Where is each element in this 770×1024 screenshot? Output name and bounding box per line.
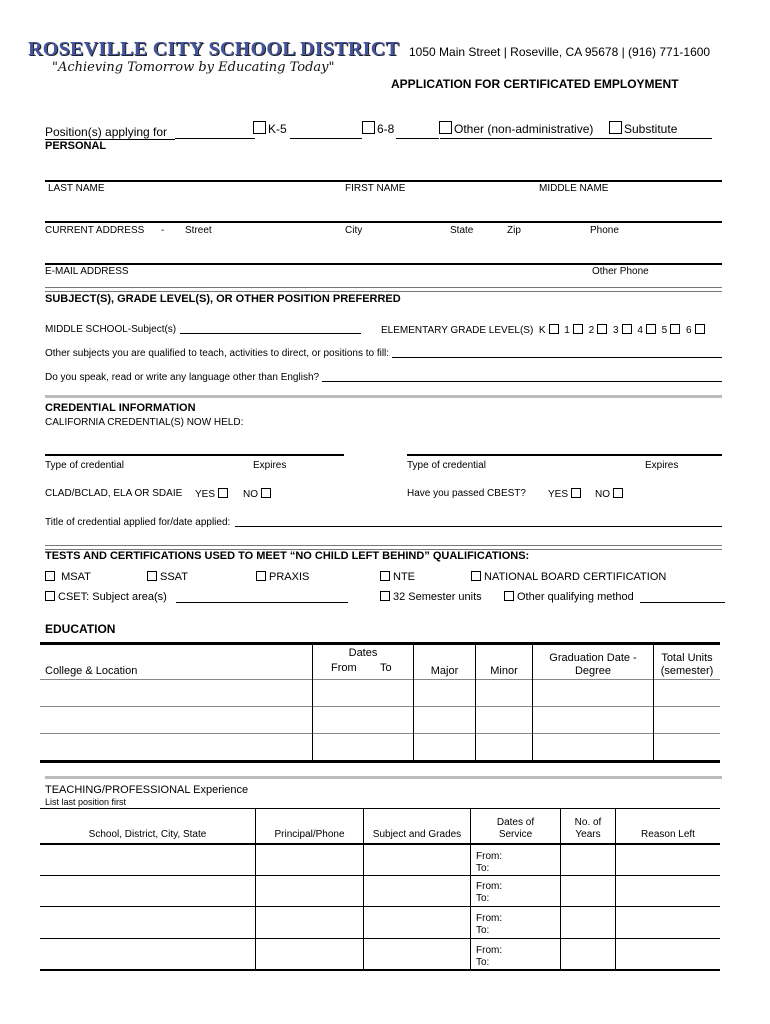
col-years-1: No. of: [574, 817, 602, 828]
edu-row-line[interactable]: [40, 706, 720, 707]
cbest-no[interactable]: [595, 488, 626, 500]
position-label: Position(s) applying for: [45, 125, 175, 140]
col-dates: Dates: [348, 647, 378, 659]
grade-1-label: 1: [564, 325, 570, 336]
district-tagline: "Achieving Tomorrow by Educating Today": [52, 60, 335, 75]
row3-from: From:: [476, 913, 503, 924]
k5-label: K-5: [268, 122, 287, 136]
credential-subtitle: CALIFORNIA CREDENTIAL(S) NOW HELD:: [45, 417, 244, 428]
clad-no[interactable]: [243, 488, 274, 500]
other-method-field[interactable]: [640, 602, 725, 603]
elementary-label: ELEMENTARY GRADE LEVEL(S): [381, 325, 534, 336]
position-k5[interactable]: [253, 121, 287, 136]
substitute-checkbox[interactable]: [609, 121, 622, 134]
msat-label: MSAT: [61, 571, 91, 583]
k5-checkbox[interactable]: [253, 121, 266, 134]
grade-3-checkbox[interactable]: [622, 324, 632, 334]
section-divider: [45, 287, 722, 292]
col-grad-1: Graduation Date -: [549, 652, 637, 664]
expires-right: Expires: [645, 460, 679, 471]
other-subjects-label: Other subjects you are qualified to teach, activities to direct, or positions to fill:: [45, 348, 390, 359]
nte-option[interactable]: [380, 571, 415, 583]
col-reason: Reason Left: [641, 829, 695, 840]
cset-option[interactable]: [45, 591, 167, 603]
position-substitute[interactable]: [609, 121, 677, 136]
type-credential-left: Type of credential: [45, 460, 124, 471]
ssat-label: SSAT: [160, 571, 188, 583]
col-principal: Principal/Phone: [274, 829, 345, 840]
phone-label: Phone: [590, 225, 619, 236]
substitute-label: Substitute: [624, 122, 678, 136]
middle-school-field[interactable]: [180, 333, 361, 334]
edu-row-line: [40, 679, 720, 680]
exp-col-divider: [560, 808, 561, 970]
col-units-2: (semester): [660, 665, 714, 677]
msat-option[interactable]: [45, 571, 91, 583]
6-8-label: 6-8: [377, 122, 395, 136]
middle-name-label: MIDDLE NAME: [539, 183, 609, 194]
exp-col-divider: [255, 808, 256, 970]
other-subjects-field[interactable]: [392, 357, 722, 358]
type-credential-right: Type of credential: [407, 460, 486, 471]
tests-title: TESTS AND CERTIFICATIONS USED TO MEET “NO CHILD LEFT BEHIND” QUALIFICATIONS:: [45, 550, 530, 562]
experience-title: TEACHING/PROFESSIONAL Experience: [45, 784, 249, 796]
national-option[interactable]: [471, 571, 666, 583]
section-divider: [45, 776, 722, 779]
edu-col-divider: [653, 645, 654, 760]
edu-col-divider: [532, 645, 533, 760]
clad-yes-checkbox[interactable]: [218, 488, 228, 498]
exp-col-divider: [615, 808, 616, 970]
cset-checkbox[interactable]: [45, 591, 55, 601]
col-major: Major: [430, 665, 459, 677]
other-label: Other (non-administrative): [454, 122, 594, 136]
title-applied-label: Title of credential applied for/date applied:: [45, 517, 231, 528]
first-name-label: FIRST NAME: [345, 183, 406, 194]
personal-title: PERSONAL: [45, 140, 107, 152]
state-label: State: [450, 225, 474, 236]
grade-1-checkbox[interactable]: [573, 324, 583, 334]
other-method-label: Other qualifying method: [517, 591, 634, 603]
praxis-option[interactable]: [256, 571, 309, 583]
city-label: City: [345, 225, 363, 236]
other-method-option[interactable]: [504, 591, 634, 603]
exp-row-line[interactable]: [40, 906, 720, 907]
district-address: 1050 Main Street | Roseville, CA 95678 | (916) 771-1600: [409, 45, 711, 59]
praxis-checkbox[interactable]: [256, 571, 266, 581]
clad-no-checkbox[interactable]: [261, 488, 271, 498]
elementary-grades: [381, 324, 708, 336]
address-line[interactable]: [45, 221, 722, 223]
col-dates-1: Dates of: [496, 817, 535, 828]
row1-to: To:: [476, 863, 490, 874]
row3-to: To:: [476, 925, 490, 936]
grade-6-checkbox[interactable]: [695, 324, 705, 334]
6-8-checkbox[interactable]: [362, 121, 375, 134]
credential-left-line[interactable]: [45, 454, 344, 456]
col-dates-2: Service: [498, 829, 533, 840]
experience-subtitle: List last position first: [45, 797, 127, 807]
semester-checkbox[interactable]: [380, 591, 390, 601]
row4-to: To:: [476, 957, 490, 968]
grade-3-label: 3: [612, 325, 619, 336]
exp-col-divider: [363, 808, 364, 970]
subjects-title: SUBJECT(S), GRADE LEVEL(S), OR OTHER POSITION PREFERRED: [45, 293, 401, 305]
edu-col-divider: [312, 645, 313, 760]
grade-2-checkbox[interactable]: [597, 324, 607, 334]
ssat-checkbox[interactable]: [147, 571, 157, 581]
row4-from: From:: [476, 945, 503, 956]
language-label: Do you speak, read or write any language other than English?: [45, 372, 320, 383]
position-6-8[interactable]: [362, 121, 394, 136]
col-college: College & Location: [45, 665, 138, 677]
email-label: E-MAIL ADDRESS: [45, 266, 129, 277]
grade-2-label: 2: [588, 325, 595, 336]
experience-top-border: [40, 808, 720, 809]
education-title: EDUCATION: [45, 622, 116, 636]
middle-school-label: MIDDLE SCHOOL-Subject(s): [45, 324, 177, 335]
col-subject: Subject and Grades: [372, 829, 462, 840]
cset-label: CSET: Subject area(s): [58, 591, 167, 603]
grade-5-label: 5: [661, 325, 668, 336]
edu-bottom-border[interactable]: [40, 760, 720, 763]
current-address-label: CURRENT ADDRESS: [45, 225, 145, 236]
col-school: School, District, City, State: [88, 829, 207, 840]
exp-bottom-border[interactable]: [40, 969, 720, 971]
position-other[interactable]: [439, 121, 593, 136]
national-checkbox[interactable]: [471, 571, 481, 581]
col-units-1: Total Units: [661, 652, 713, 664]
other-method-checkbox[interactable]: [504, 591, 514, 601]
other-phone-label: Other Phone: [592, 266, 649, 277]
col-from: From: [331, 662, 357, 674]
row1-from: From:: [476, 851, 503, 862]
clad-no-label: NO: [243, 489, 258, 500]
education-top-border: [40, 642, 720, 645]
col-grad-2: Degree: [574, 665, 612, 677]
grade-4-checkbox[interactable]: [646, 324, 656, 334]
exp-col-divider: [470, 808, 471, 970]
credential-title: CREDENTIAL INFORMATION: [45, 402, 196, 414]
district-logo: ROSEVILLE CITY SCHOOL DISTRICT: [28, 38, 400, 60]
edu-row-line[interactable]: [40, 733, 720, 734]
street-label: Street: [185, 225, 212, 236]
edu-col-divider: [413, 645, 414, 760]
exp-row-line[interactable]: [40, 938, 720, 939]
form-title: APPLICATION FOR CERTIFICATED EMPLOYMENT: [391, 77, 679, 91]
last-name-label: LAST NAME: [48, 183, 105, 194]
other-checkbox[interactable]: [439, 121, 452, 134]
zip-label: Zip: [507, 225, 521, 236]
address-dash: -: [161, 225, 165, 236]
praxis-label: PRAXIS: [269, 571, 310, 583]
nte-checkbox[interactable]: [380, 571, 390, 581]
grade-4-label: 4: [637, 325, 643, 336]
exp-row-line[interactable]: [40, 875, 720, 876]
clad-yes[interactable]: [195, 488, 231, 500]
ssat-option[interactable]: [147, 571, 188, 583]
semester-label: 32 Semester units: [393, 591, 482, 603]
clad-label: CLAD/BCLAD, ELA OR SDAIE: [45, 488, 183, 499]
clad-yes-label: YES: [195, 489, 216, 500]
semester-option[interactable]: [380, 591, 482, 603]
cbest-label: Have you passed CBEST?: [407, 488, 526, 499]
edu-col-divider: [475, 645, 476, 760]
col-years-2: Years: [575, 829, 601, 840]
grade-k-checkbox[interactable]: [549, 324, 559, 334]
cset-field[interactable]: [176, 602, 348, 603]
cbest-no-label: NO: [595, 489, 610, 500]
cbest-yes[interactable]: [548, 488, 584, 500]
name-line[interactable]: [45, 180, 722, 182]
title-applied-field[interactable]: [235, 526, 722, 527]
email-line[interactable]: [45, 263, 722, 265]
cbest-yes-label: YES: [548, 489, 569, 500]
exp-header-border: [40, 843, 720, 845]
row2-to: To:: [476, 893, 490, 904]
msat-checkbox[interactable]: [45, 571, 55, 581]
nte-label: NTE: [393, 571, 415, 583]
row2-from: From:: [476, 881, 503, 892]
cbest-yes-checkbox[interactable]: [571, 488, 581, 498]
cbest-no-checkbox[interactable]: [613, 488, 623, 498]
section-divider: [45, 395, 722, 398]
credential-right-line[interactable]: [407, 454, 722, 456]
col-minor: Minor: [490, 665, 518, 677]
col-to: To: [380, 662, 392, 674]
national-label: NATIONAL BOARD CERTIFICATION: [484, 571, 667, 583]
grade-5-checkbox[interactable]: [670, 324, 680, 334]
grade-k-label: K: [538, 325, 546, 336]
expires-left: Expires: [253, 460, 287, 471]
language-field[interactable]: [322, 381, 722, 382]
grade-6-label: 6: [686, 325, 692, 336]
